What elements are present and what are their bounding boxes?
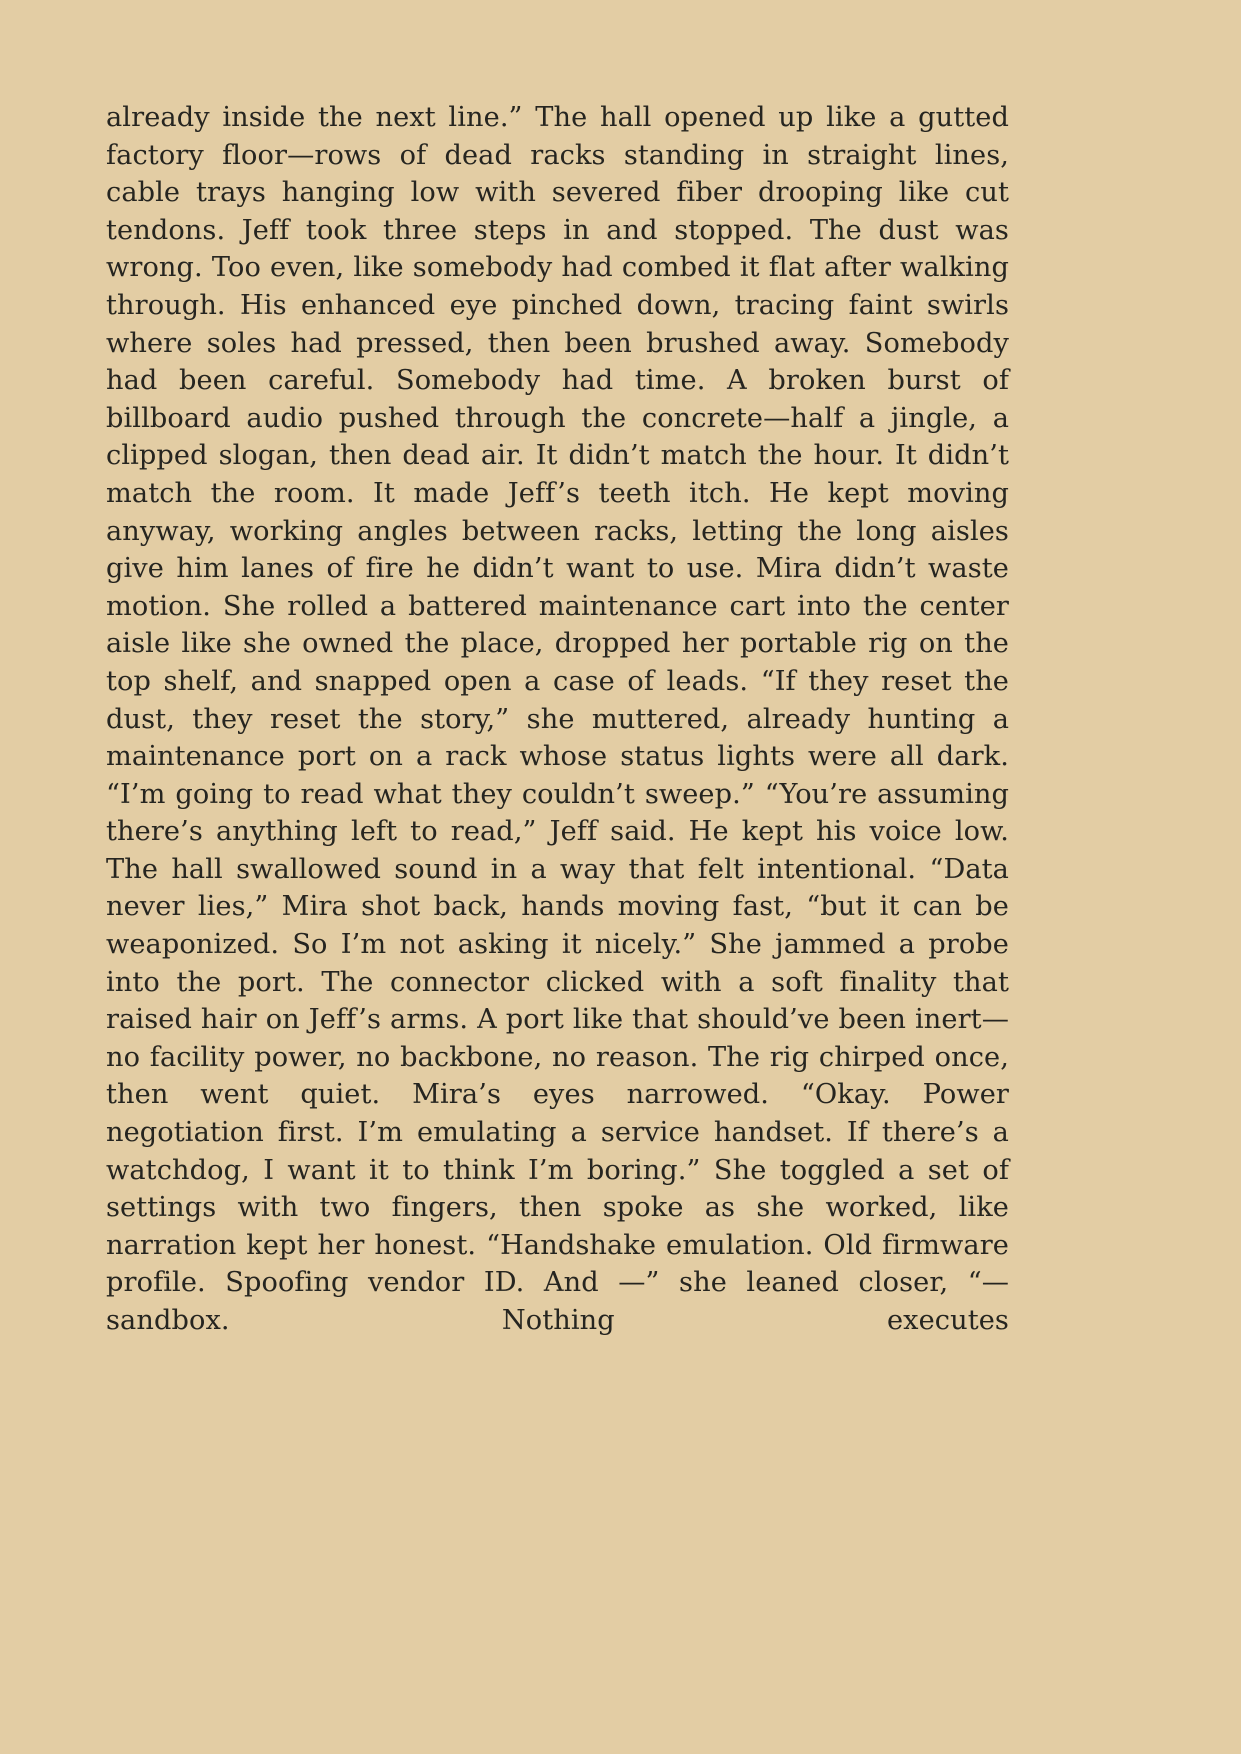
text-column xyxy=(106,99,1009,1377)
body-paragraph: already inside the next line.” The hall opened up like a gutted factory floor—rows of dead racks standing in straight lines, cable trays hanging low with severed fiber drooping like cut tendons. Jeff took three steps in and stopped. The dust was wrong. Too even, like somebody had combed it flat after walking through. His enhanced eye pinched down, tracing faint swirls where soles had pressed, then been brushed away. Somebody had been careful. Somebody had time. A broken burst of billboard audio pushed through the concrete—half a jingle, a clipped slogan, then dead air. It didn’t match the hour. It didn’t match the room. It made Jeff’s teeth itch. He kept moving anyway, working angles between racks, letting the long aisles give him lanes of fire he didn’t want to use. Mira didn’t waste motion. She rolled a battered maintenance cart into the center aisle like she owned the place, dropped her portable rig on the top shelf, and snapped open a case of leads. “If they reset the dust, they reset the story,” she muttered, already hunting a maintenance port on a rack whose status lights were all dark. “I’m going to read what they couldn’t sweep.” “You’re assuming there’s anything left to read,” Jeff said. He kept his voice low. The hall swallowed sound in a way that felt intentional. “Data never lies,” Mira shot back, hands moving fast, “but it can be weaponized. So I’m not asking it nicely.” She jammed a probe into the port. The connector clicked with a soft finality that raised hair on Jeff’s arms. A port like that should’ve been inert—no facility power, no backbone, no reason. The rig chirped once, then went quiet. Mira’s eyes narrowed. “Okay. Power negotiation first. I’m emulating a service handset. If there’s a watchdog, I want it to think I’m boring.” She toggled a set of settings with two fingers, then spoke as she worked, like narration kept her honest. “Handshake emulation. Old firmware profile. Spoofing vendor ID. And —” she leaned closer, “—sandbox. Nothing executes xyxy=(106,102,1009,1336)
